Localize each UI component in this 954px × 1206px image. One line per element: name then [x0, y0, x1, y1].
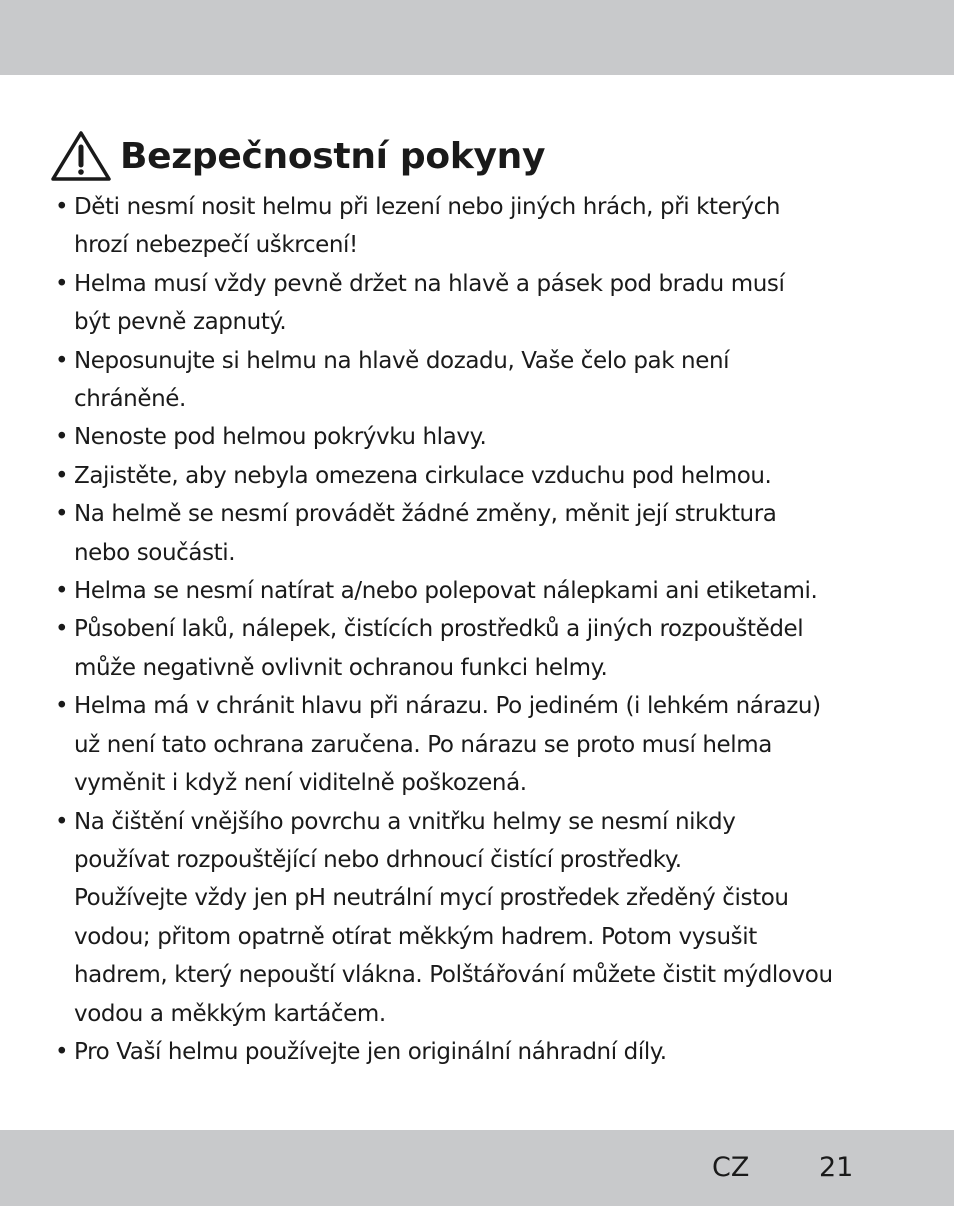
page-number: 21	[819, 1152, 854, 1183]
list-item	[55, 610, 915, 687]
list-item	[55, 418, 915, 456]
list-item	[55, 687, 915, 802]
bullet-icon: •	[55, 462, 69, 489]
footer-language: CZ	[712, 1152, 750, 1183]
list-item-text: Zajistěte, aby nebyla omezena cirkulace vzduchu pod helmou.	[74, 462, 772, 489]
footer-band	[0, 1130, 954, 1206]
list-item-text: Působení laků, nálepek, čistících prostředků a jiných rozpouštědel může negativně ovlivnit ochranou funkci helmy.	[74, 616, 804, 681]
bullet-icon: •	[55, 424, 69, 451]
bullet-icon: •	[55, 808, 69, 835]
list-item-text: Nenoste pod helmou pokrývku hlavy.	[74, 424, 487, 451]
list-item-text: Pro Vaší helmu používejte jen originální náhradní díly.	[74, 1038, 667, 1065]
list-item	[55, 188, 915, 265]
list-item	[55, 265, 915, 342]
bullet-icon: •	[55, 194, 69, 220]
bullet-icon: •	[55, 693, 69, 720]
list-item	[55, 495, 915, 572]
bullet-icon: •	[55, 1038, 69, 1065]
list-item-text: Na čištění vnějšího povrchu a vnitřku helmy se nesmí nikdy používat rozpouštějící nebo drhnoucí čistící prostředky. Používejte vždy jen pH neutrální mycí prostředek zředěný čistou vodou; přitom opatrně otírat měkkým hadrem. Potom vysušit hadrem, který nepouští vlákna. Polštářování můžete čistit mýdlovou vodou a měkkým kartáčem.	[74, 808, 833, 1027]
list-item	[55, 572, 915, 610]
bullet-icon: •	[55, 578, 69, 605]
list-item	[55, 1033, 915, 1071]
bullet-icon: •	[55, 616, 69, 643]
list-item-text: Helma má v chránit hlavu při nárazu. Po jediném (i lehkém nárazu) už není tato ochrana zaručena. Po nárazu se proto musí helma vyměnit i když není viditelně poškozená.	[74, 693, 821, 797]
warning-triangle-icon	[50, 130, 112, 182]
list-item-text: Děti nesmí nosit helmu při lezení nebo jiných hrách, při kterých hrozí nebezpečí uškrcení!	[74, 194, 781, 259]
list-item-text: Na helmě se nesmí provádět žádné změny, měnit její struktura nebo součásti.	[74, 501, 777, 566]
list-item	[55, 803, 915, 1033]
list-item	[55, 342, 915, 419]
page-title: Bezpečnostní pokyny	[120, 135, 546, 177]
bullet-icon: •	[55, 501, 69, 528]
list-item-text: Helma se nesmí natírat a/nebo polepovat nálepkami ani etiketami.	[74, 578, 818, 605]
list-item-text: Neposunujte si helmu na hlavě dozadu, Vaše čelo pak není chráněné.	[74, 347, 730, 413]
bullet-icon: •	[55, 270, 69, 297]
top-band	[0, 0, 954, 75]
list-item-text: Helma musí vždy pevně držet na hlavě a pásek pod bradu musí být pevně zapnutý.	[74, 270, 785, 336]
section-heading	[50, 128, 545, 184]
safety-instructions-list	[55, 188, 915, 1071]
list-item	[55, 457, 915, 495]
bullet-icon: •	[55, 347, 69, 374]
